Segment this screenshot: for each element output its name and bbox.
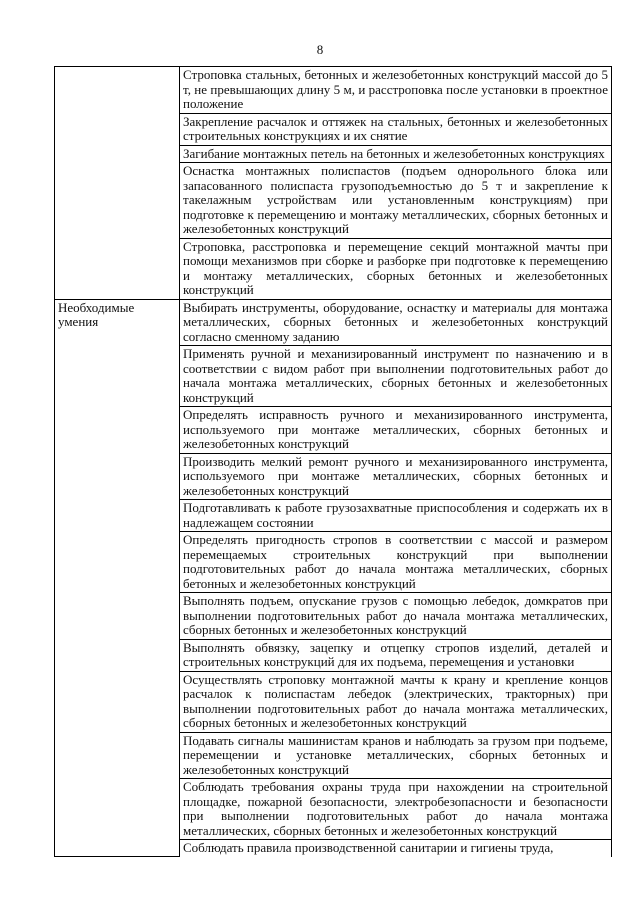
requirement-cell: Строповка стальных, бетонных и железобетонных конструкций массой до 5 т, не превышающих длину 5 м, и расстроповка после установки в проектное положение (180, 67, 612, 114)
requirement-cell: Осуществлять строповку монтажной мачты к крану и крепление концов расчалок к полиспастам лебедок (электрических, тракторных) при выполнении подготовительных работ до начала монтажа металлических, сборных бетонных и железобетонных конструкций (180, 671, 612, 732)
requirement-cell: Загибание монтажных петель на бетонных и железобетонных конструкциях (180, 145, 612, 163)
requirement-cell: Соблюдать правила производственной санитарии и гигиены труда, (180, 840, 612, 857)
requirement-cell: Выбирать инструменты, оборудование, оснастку и материалы для монтажа металлических, сборных бетонных и железобетонных конструкций согласно сменному заданию (180, 299, 612, 346)
requirement-cell: Определять исправность ручного и механизированного инструмента, используемого при монтаже металлических, сборных бетонных и железобетонных конструкций (180, 407, 612, 454)
section-label-cell (55, 67, 180, 300)
requirement-cell: Выполнять подъем, опускание грузов с помощью лебедок, домкратов при выполнении подготовительных работ до начала монтажа металлических, сборных бетонных и железобетонных конструкций (180, 593, 612, 640)
section-label-cell: Необходимые умения (55, 299, 180, 857)
page-number: 8 (316, 42, 324, 57)
requirement-cell: Производить мелкий ремонт ручного и механизированного инструмента, используемого при монтаже металлических, сборных бетонных и железобетонных конструкций (180, 453, 612, 500)
requirement-cell: Определять пригодность стропов в соответствии с массой и размером перемещаемых строительных конструкций при выполнении подготовительных работ до начала монтажа металлических, сборных бетонных и железобетонных конструкций (180, 532, 612, 593)
requirement-cell: Применять ручной и механизированный инструмент по назначению и в соответствии с видом работ при выполнении подготовительных работ до начала монтажа металлических, сборных бетонных и железобетонных конструкций (180, 346, 612, 407)
table-row (55, 67, 612, 114)
requirement-cell: Соблюдать требования охраны труда при нахождении на строительной площадке, пожарной безопасности, электробезопасности и безопасности при выполнении подготовительных работ до начала монтажа металлических, сборных бетонных и железобетонных конструкций (180, 779, 612, 840)
requirement-cell: Оснастка монтажных полиспастов (подъем однорольного блока или запасованного полиспаста грузоподъемностью до 5 т и закрепление к такелажным устройствам или установленным конструкциям) при подготовке к перемещению и монтажу металлических, сборных бетонных и железобетонных конструкций (180, 163, 612, 239)
skills-table (54, 66, 612, 857)
requirement-cell: Закрепление расчалок и оттяжек на стальных, бетонных и железобетонных строительных конструкциях и их снятие (180, 113, 612, 145)
requirement-cell: Выполнять обвязку, зацепку и отцепку стропов изделий, деталей и строительных конструкций для их подъема, перемещения и установки (180, 639, 612, 671)
requirement-cell: Подавать сигналы машинистам кранов и наблюдать за грузом при подъеме, перемещении и установке металлических, сборных бетонных и железобетонных конструкций (180, 732, 612, 779)
table-row (55, 299, 612, 346)
requirement-cell: Подготавливать к работе грузозахватные приспособления и содержать их в надлежащем состоянии (180, 500, 612, 532)
requirement-cell: Строповка, расстроповка и перемещение секций монтажной мачты при помощи механизмов при сборке и разборке при подготовке к перемещению и монтажу металлических, сборных бетонных и железобетонных конструкций (180, 238, 612, 299)
skills-table-body (55, 67, 612, 857)
